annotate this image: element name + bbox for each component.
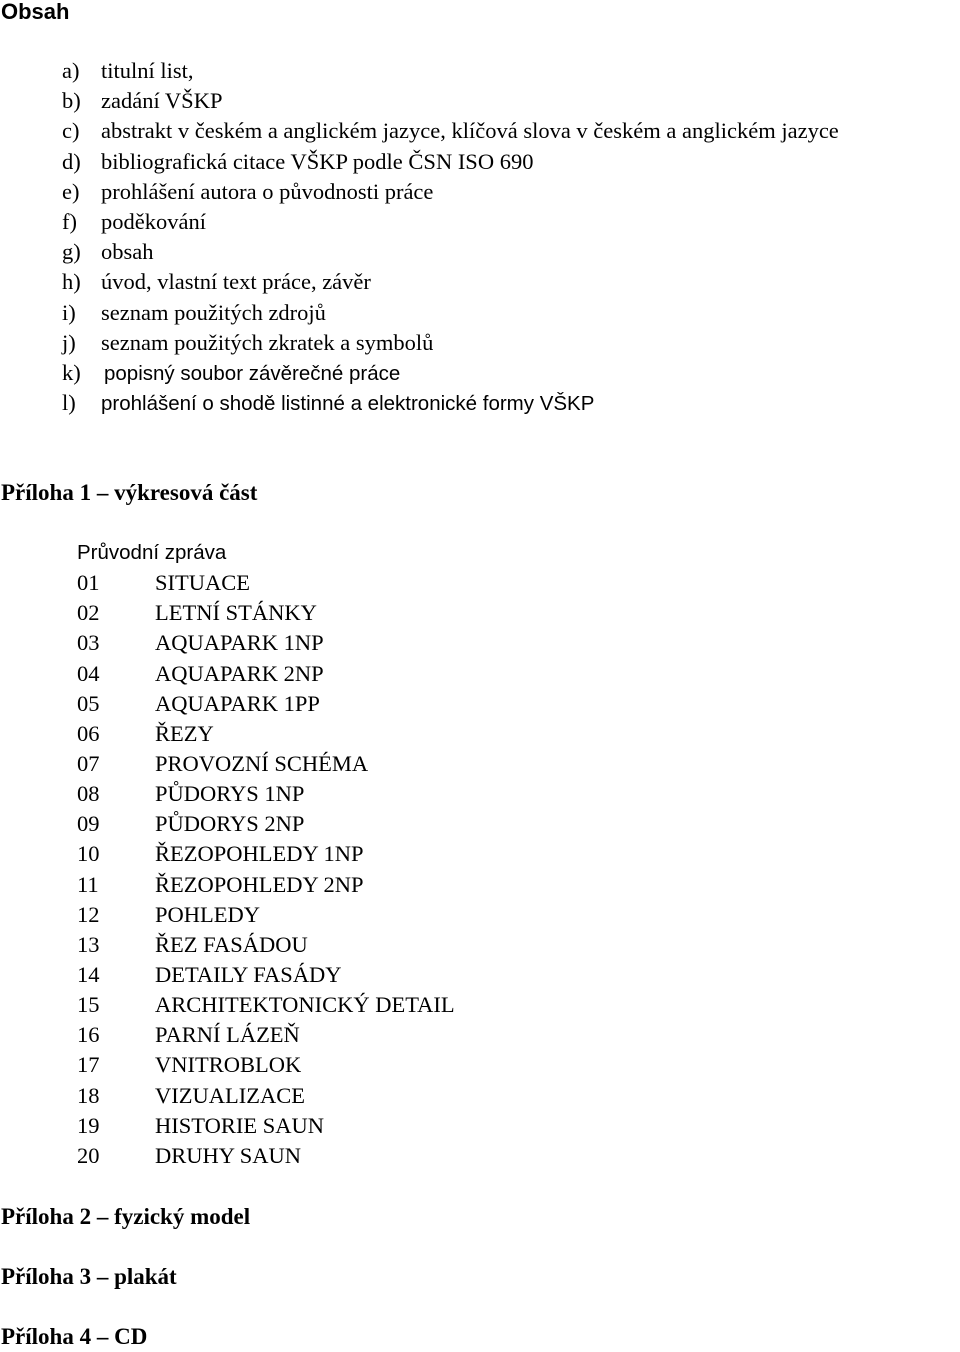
drawing-row bbox=[77, 568, 455, 598]
item-text: prohlášení o shodě listinné a elektronické formy VŠKP bbox=[101, 392, 595, 416]
drawing-number: 10 bbox=[77, 841, 100, 867]
item-marker: a) bbox=[62, 58, 80, 83]
item-text: bibliografická citace VŠKP podle ČSN ISO 690 bbox=[101, 148, 534, 174]
drawing-number: 20 bbox=[77, 1142, 100, 1168]
item-text: seznam použitých zdrojů bbox=[101, 299, 326, 325]
drawing-number: 08 bbox=[77, 781, 100, 807]
drawing-number: 11 bbox=[77, 871, 99, 897]
drawing-row bbox=[77, 1141, 455, 1171]
contents-item bbox=[62, 56, 839, 86]
drawing-number: 07 bbox=[77, 750, 100, 776]
drawing-name: LETNÍ STÁNKY bbox=[155, 600, 317, 626]
drawing-row bbox=[77, 719, 455, 749]
drawing-number: 06 bbox=[77, 720, 100, 746]
item-marker: i) bbox=[62, 299, 76, 325]
drawing-name: HISTORIE SAUN bbox=[155, 1112, 324, 1138]
annex-2-title: Příloha 2 – fyzický model bbox=[1, 1204, 251, 1229]
drawing-number: 01 bbox=[77, 570, 100, 596]
drawing-row bbox=[77, 1020, 455, 1050]
item-text: abstrakt v českém a anglickém jazyce, klíčová slova v českém a anglickém jazyce bbox=[101, 118, 839, 144]
drawing-row bbox=[77, 809, 455, 839]
drawing-number: 14 bbox=[77, 961, 100, 987]
item-marker: k) bbox=[62, 359, 81, 385]
drawing-row bbox=[77, 870, 455, 900]
drawing-name: VIZUALIZACE bbox=[155, 1082, 305, 1108]
drawing-number: 02 bbox=[77, 600, 100, 626]
drawing-row bbox=[77, 1050, 455, 1080]
drawing-row bbox=[77, 900, 455, 930]
drawing-number: 15 bbox=[77, 992, 100, 1018]
annex-3-title: Příloha 3 – plakát bbox=[1, 1264, 177, 1289]
contents-item bbox=[62, 207, 839, 237]
drawing-row bbox=[77, 930, 455, 960]
drawing-name: AQUAPARK 1PP bbox=[155, 690, 320, 716]
drawing-name: DETAILY FASÁDY bbox=[155, 961, 342, 987]
drawing-name: PŮDORYS 2NP bbox=[155, 811, 305, 837]
contents-list bbox=[62, 56, 839, 418]
contents-item bbox=[62, 237, 839, 267]
item-text: prohlášení autora o původnosti práce bbox=[101, 178, 434, 204]
drawing-name: ŘEZOPOHLEDY 1NP bbox=[155, 841, 364, 867]
drawing-row bbox=[77, 1081, 455, 1111]
item-text: úvod, vlastní text práce, závěr bbox=[101, 269, 371, 295]
contents-item bbox=[62, 328, 839, 358]
item-marker: f) bbox=[62, 208, 77, 234]
drawing-name: ARCHITEKTONICKÝ DETAIL bbox=[155, 992, 455, 1018]
drawing-name: VNITROBLOK bbox=[155, 1052, 302, 1078]
drawing-name: PROVOZNÍ SCHÉMA bbox=[155, 750, 369, 776]
drawing-number: 04 bbox=[77, 660, 100, 686]
drawing-name: PARNÍ LÁZEŇ bbox=[155, 1022, 300, 1048]
drawing-number: 18 bbox=[77, 1082, 100, 1108]
item-text: seznam použitých zkratek a symbolů bbox=[101, 329, 434, 355]
contents-item bbox=[62, 116, 839, 146]
drawing-row bbox=[77, 1111, 455, 1141]
drawing-name: SITUACE bbox=[155, 570, 250, 596]
drawing-number: 12 bbox=[77, 901, 100, 927]
contents-item bbox=[62, 267, 839, 297]
contents-item bbox=[62, 298, 839, 328]
drawing-row bbox=[77, 689, 455, 719]
drawing-row bbox=[77, 598, 455, 628]
item-marker: j) bbox=[62, 329, 76, 355]
page-title: Obsah bbox=[1, 0, 70, 24]
drawing-name: ŘEZ FASÁDOU bbox=[155, 931, 308, 957]
drawing-name: PŮDORYS 1NP bbox=[155, 781, 305, 807]
item-marker: c) bbox=[62, 118, 80, 144]
annex-1-title: Příloha 1 – výkresová část bbox=[1, 480, 258, 505]
contents-item bbox=[62, 147, 839, 177]
drawings-list bbox=[77, 538, 455, 1171]
drawing-row bbox=[77, 749, 455, 779]
item-marker: e) bbox=[62, 178, 80, 204]
drawing-name: AQUAPARK 1NP bbox=[155, 630, 324, 656]
item-text: titulní list, bbox=[101, 58, 194, 83]
drawing-number: 16 bbox=[77, 1022, 100, 1048]
drawing-name: POHLEDY bbox=[155, 901, 260, 927]
drawing-row bbox=[77, 628, 455, 658]
item-marker: g) bbox=[62, 239, 81, 265]
contents-item bbox=[62, 177, 839, 207]
drawing-name: ŘEZY bbox=[155, 720, 214, 746]
contents-item bbox=[62, 358, 839, 388]
item-marker: b) bbox=[62, 88, 81, 114]
drawing-name: DRUHY SAUN bbox=[155, 1142, 302, 1168]
item-text: obsah bbox=[101, 239, 154, 265]
drawing-name: ŘEZOPOHLEDY 2NP bbox=[155, 871, 364, 897]
drawing-number: 13 bbox=[77, 931, 100, 957]
drawing-number: 09 bbox=[77, 811, 100, 837]
item-marker: h) bbox=[62, 269, 81, 295]
drawing-row bbox=[77, 659, 455, 689]
cover-report: Průvodní zpráva bbox=[77, 541, 227, 564]
drawing-row bbox=[77, 779, 455, 809]
item-text: zadání VŠKP bbox=[101, 88, 223, 114]
item-text: popisný soubor závěrečné práce bbox=[104, 361, 401, 385]
drawing-row bbox=[77, 839, 455, 869]
item-text: poděkování bbox=[101, 208, 206, 234]
item-marker: l) bbox=[62, 390, 76, 416]
drawing-number: 19 bbox=[77, 1112, 100, 1138]
contents-item bbox=[62, 388, 839, 418]
drawing-number: 05 bbox=[77, 690, 100, 716]
contents-item bbox=[62, 86, 839, 116]
annex-4-title: Příloha 4 – CD bbox=[1, 1324, 148, 1349]
drawing-number: 03 bbox=[77, 630, 100, 656]
drawing-row bbox=[77, 960, 455, 990]
drawing-row bbox=[77, 990, 455, 1020]
drawing-number: 17 bbox=[77, 1052, 100, 1078]
item-marker: d) bbox=[62, 148, 81, 174]
drawing-name: AQUAPARK 2NP bbox=[155, 660, 324, 686]
